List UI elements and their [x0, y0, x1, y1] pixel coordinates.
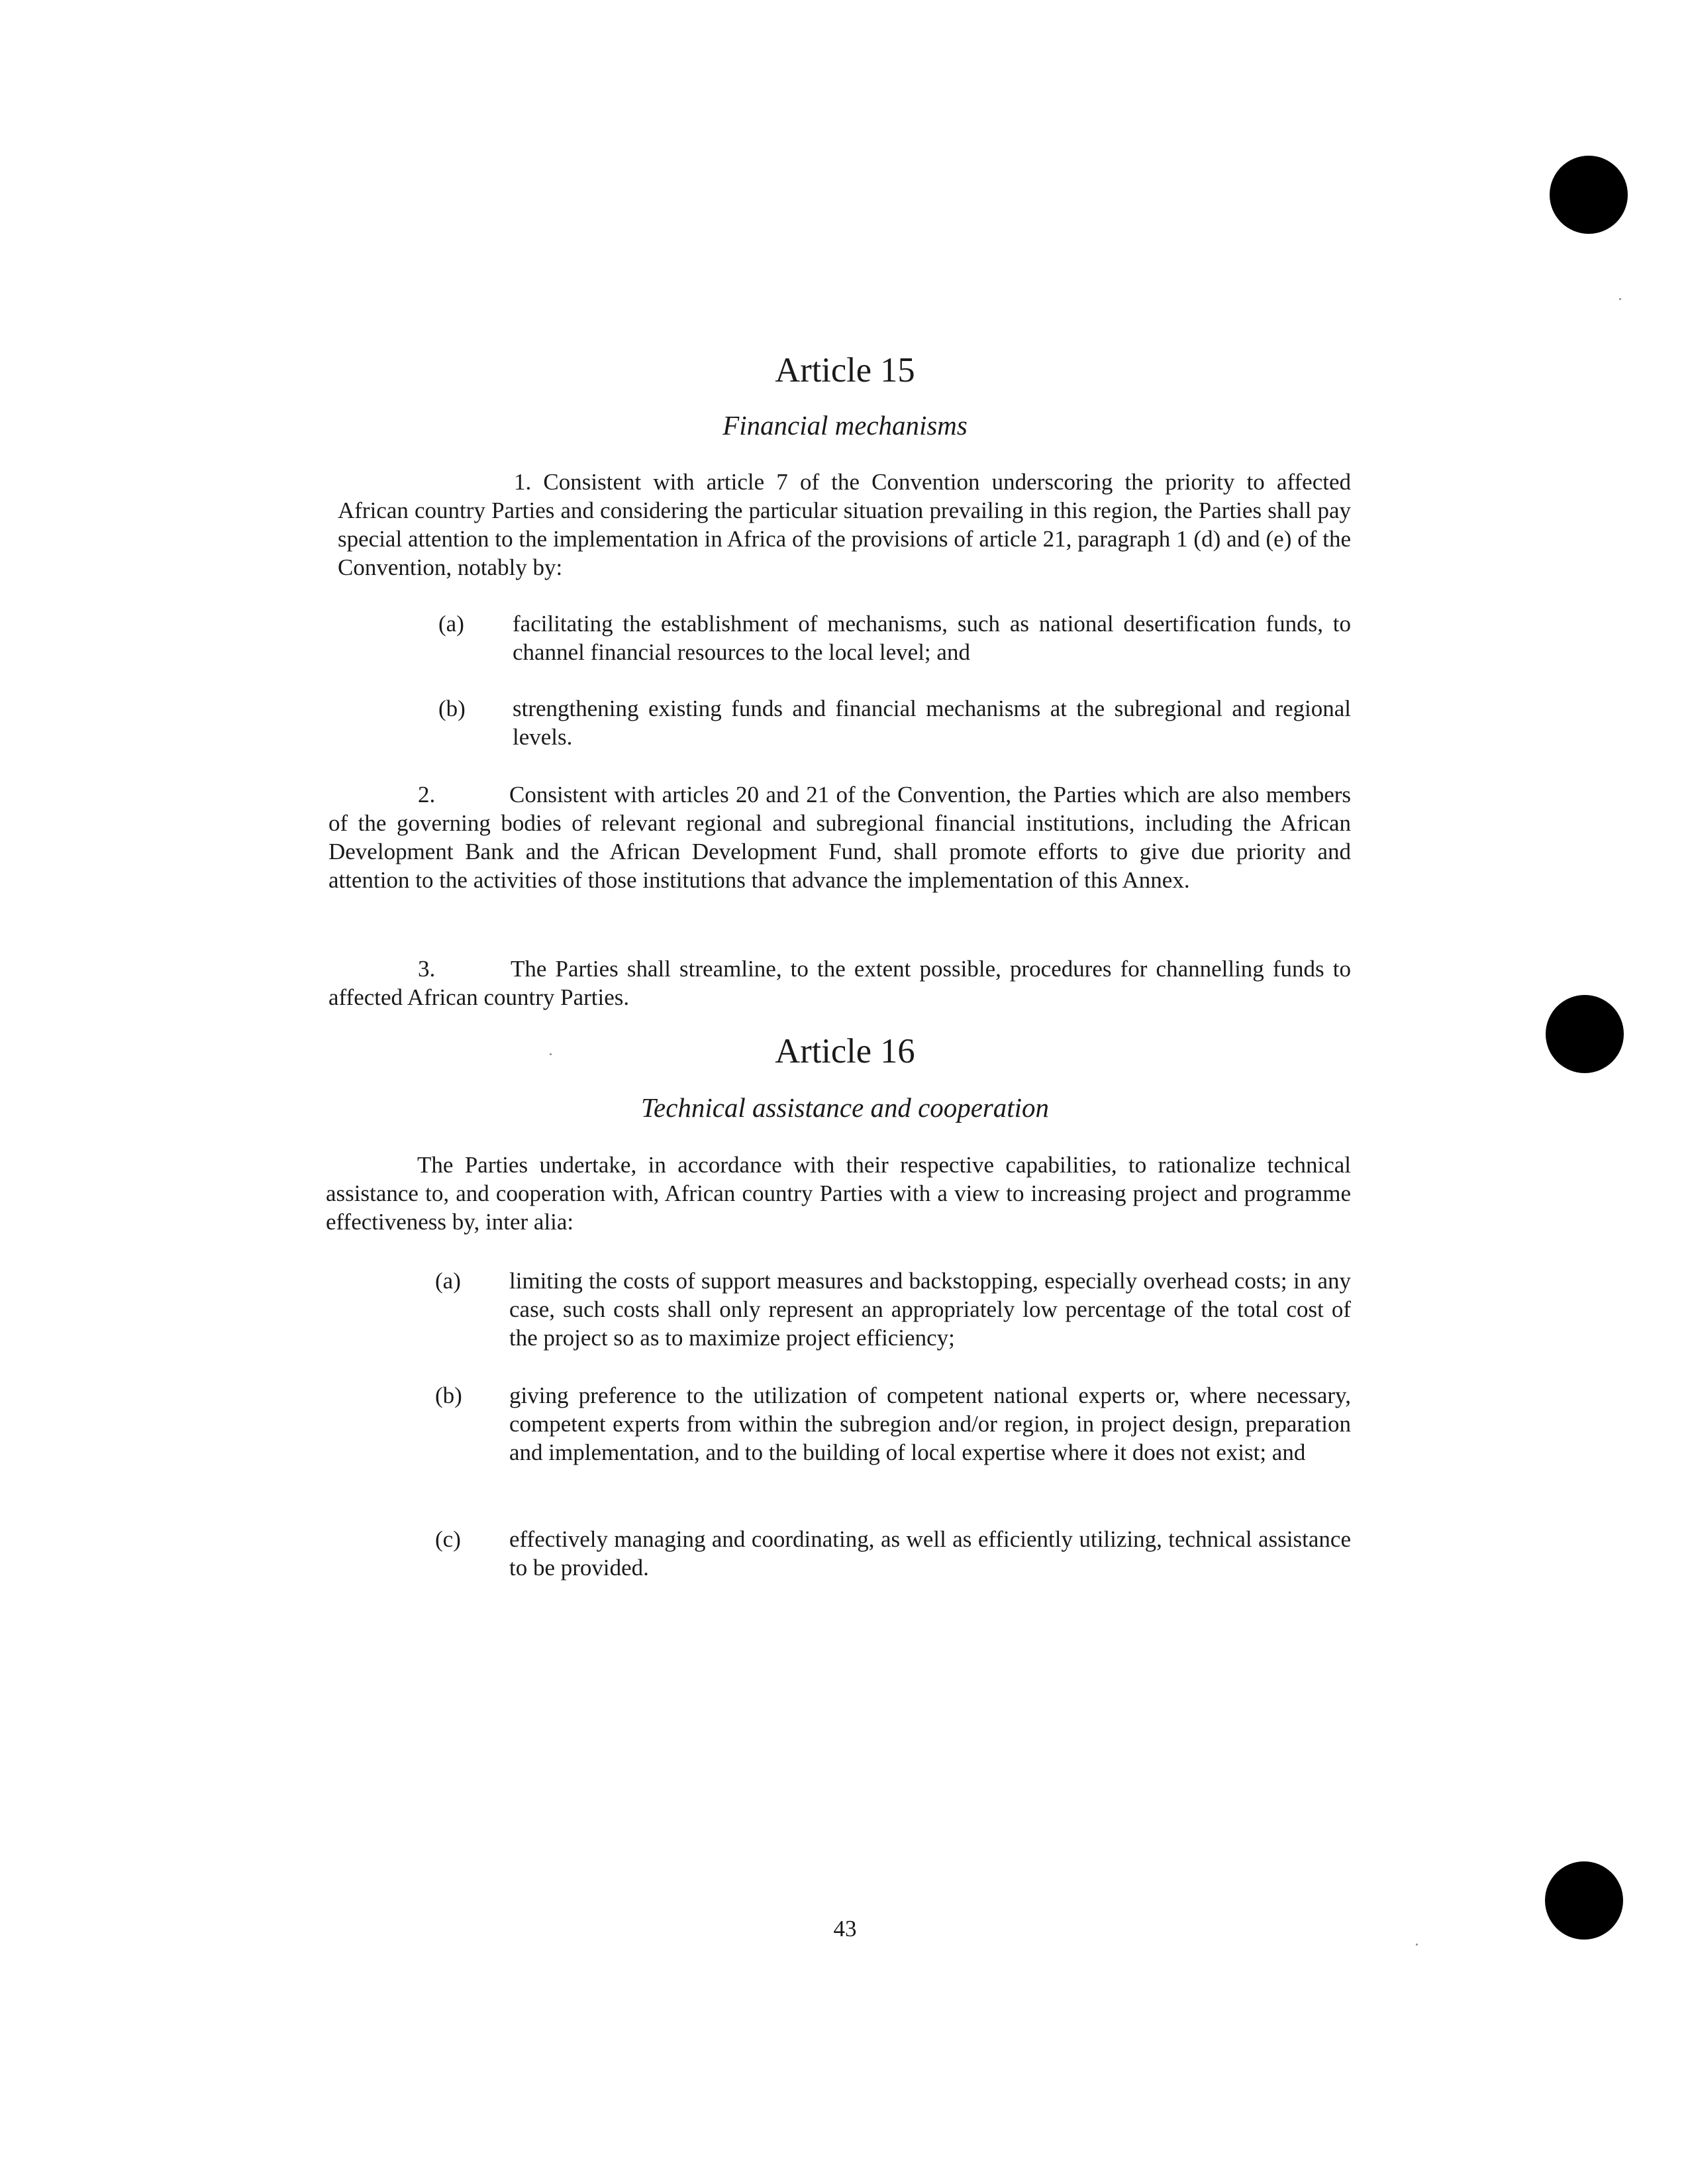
scan-speck — [550, 1053, 552, 1055]
article-15-subheading: Financial mechanisms — [722, 411, 968, 441]
article-15-paragraph-2 — [328, 780, 1351, 894]
article-16-item-a — [435, 1267, 1351, 1353]
paragraph-text: Consistent with articles 20 and 21 of the Convention, the Parties which are also members of the governing bodies of relevant regional and subregional financial institutions, including the African Development Bank and the African Development Fund, shall promote efforts to give due priority and attention to the activities of those institutions that advance the implementation of this Annex. — [328, 782, 1351, 893]
item-label: (c) — [435, 1526, 461, 1552]
item-text: facilitating the establishment of mechanisms, such as national desertification funds, to channel financial resources to the local level; and — [513, 611, 1351, 665]
item-label: (a) — [435, 1268, 461, 1294]
item-label: (b) — [438, 696, 466, 721]
article-15-heading: Article 15 — [775, 351, 915, 390]
paragraph-number: 3. — [418, 956, 436, 982]
scan-speck — [1619, 298, 1621, 300]
paragraph-number: 2. — [418, 782, 436, 807]
punch-hole-top — [1550, 156, 1628, 234]
paragraph-text: The Parties shall streamline, to the extent possible, procedures for channelling funds to affected African country Parties. — [328, 956, 1351, 1010]
article-16-heading: Article 16 — [775, 1032, 915, 1070]
item-label: (b) — [435, 1382, 462, 1408]
article-16-item-b — [435, 1381, 1351, 1497]
article-15-paragraph-1 — [338, 468, 1351, 582]
article-15-item-b — [438, 694, 1351, 754]
item-text: strengthening existing funds and financial mechanisms at the subregional and regional levels. — [513, 696, 1351, 750]
item-label: (a) — [438, 611, 464, 637]
article-16-intro: The Parties undertake, in accordance with their respective capabilities, to rationalize technical assistance to, and cooperation with, African country Parties with a view to increasing project and programme effectiveness by, inter alia: — [326, 1152, 1351, 1235]
article-16-subheading: Technical assistance and cooperation — [641, 1093, 1049, 1123]
paragraph-number: 1. — [514, 469, 532, 495]
article-16-item-c — [435, 1525, 1351, 1585]
item-text: limiting the costs of support measures and backstopping, especially overhead costs; in any case, such costs shall only represent an appropriately low percentage of the total cost of the project so as to maximize project efficiency; — [509, 1268, 1351, 1351]
article-15-item-a — [438, 609, 1351, 669]
paragraph-text: Consistent with article 7 of the Convention underscoring the priority to affected African country Parties and considering the particular situation prevailing in this region, the Parties shall pay special attention to the implementation in Africa of the provisions of article 21, paragraph 1 (d) and (e) of the Convention, notably by: — [338, 469, 1352, 580]
scan-speck — [1416, 1944, 1418, 1946]
page-number: 43 — [833, 1916, 857, 1942]
item-text: effectively managing and coordinating, as well as efficiently utilizing, technical assistance to be provided. — [509, 1526, 1351, 1581]
article-15-paragraph-3 — [328, 955, 1351, 1012]
item-text: giving preference to the utilization of competent national experts or, where necessary, competent experts from within the subregion and/or region, in project design, preparation and implementation, and to the building of local expertise where it does not exist; and — [509, 1382, 1351, 1465]
